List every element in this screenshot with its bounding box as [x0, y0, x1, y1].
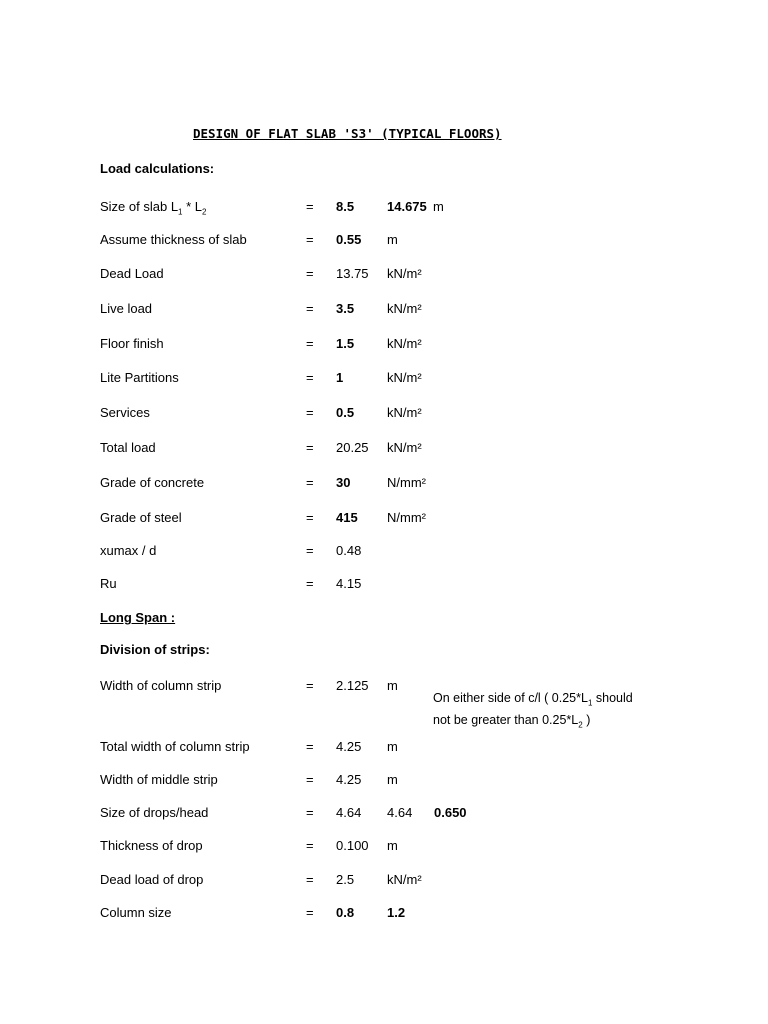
column-strip-note: [433, 690, 663, 733]
row-label: xumax / d: [100, 543, 157, 558]
unit: N/mm²: [387, 475, 426, 490]
row-label: Ru: [100, 576, 117, 591]
row-width-of-middle-strip: [0, 772, 768, 792]
equals-sign: =: [306, 872, 314, 887]
row-label: Dead load of drop: [100, 872, 204, 887]
value: 0.55: [336, 232, 362, 247]
unit: m: [387, 232, 398, 247]
value: 4.25: [336, 772, 362, 787]
equals-sign: =: [306, 576, 314, 591]
value: 0.100: [336, 838, 369, 853]
unit: m: [433, 199, 444, 214]
value: 4.25: [336, 739, 362, 754]
row-grade-of-concrete: [0, 475, 768, 495]
note-line-2: not be greater than $0.25*L_2$ ): [433, 712, 591, 729]
row-total-width-column-strip: [0, 739, 768, 759]
value: 20.25: [336, 440, 369, 455]
equals-sign: =: [306, 475, 314, 490]
unit: kN/m²: [387, 440, 422, 455]
value: 2.5: [336, 872, 355, 887]
row-label: Grade of concrete: [100, 475, 205, 490]
value: 13.75: [336, 266, 369, 281]
equals-sign: =: [306, 772, 314, 787]
value-2: 1.2: [387, 905, 406, 920]
row-label: Column size: [100, 905, 172, 920]
value: 4.15: [336, 576, 362, 591]
row-label: Total load: [100, 440, 156, 455]
row-label: Width of column strip: [100, 678, 222, 693]
equals-sign: =: [306, 678, 314, 693]
row-services: [0, 405, 768, 425]
unit: kN/m²: [387, 405, 422, 420]
row-live-load: [0, 301, 768, 321]
value: 415: [336, 510, 358, 525]
row-label: Width of middle strip: [100, 772, 218, 787]
unit: N/mm²: [387, 510, 426, 525]
row-lite-partitions: [0, 370, 768, 390]
unit: kN/m²: [387, 266, 422, 281]
row-label: Thickness of drop: [100, 838, 203, 853]
value: 3.5: [336, 301, 355, 316]
row-label: Live load: [100, 301, 153, 316]
value-l2: 14.675: [387, 199, 427, 214]
row-dead-load-of-drop: [0, 872, 768, 892]
equals-sign: =: [306, 336, 314, 351]
equals-sign: =: [306, 232, 314, 247]
row-floor-finish: [0, 336, 768, 356]
unit: kN/m²: [387, 336, 422, 351]
row-size-of-slab: [0, 199, 768, 219]
unit: kN/m²: [387, 872, 422, 887]
value: 1.5: [336, 336, 355, 351]
heading-load-calculations: Load calculations:: [100, 161, 215, 176]
unit: kN/m²: [387, 370, 422, 385]
row-total-load: [0, 440, 768, 460]
row-ru: [0, 576, 768, 596]
equals-sign: =: [306, 510, 314, 525]
row-label: Size of slab $L_1 * L_2$: [100, 199, 207, 217]
row-xumax-d: [0, 543, 768, 563]
row-label: Lite Partitions: [100, 370, 179, 385]
heading-division-of-strips: Division of strips:: [100, 642, 210, 657]
row-label: Dead Load: [100, 266, 164, 281]
row-label: Floor finish: [100, 336, 164, 351]
equals-sign: =: [306, 370, 314, 385]
value: 0.8: [336, 905, 355, 920]
value: 4.64: [336, 805, 362, 820]
unit: m: [387, 772, 398, 787]
unit: m: [387, 678, 398, 693]
value: 0.5: [336, 405, 355, 420]
note-line-1: On either side of c/l ( $0.25*L_1$ should: [433, 691, 633, 708]
unit: m: [387, 739, 398, 754]
equals-sign: =: [306, 543, 314, 558]
value: 0.48: [336, 543, 362, 558]
row-label: Size of drops/head: [100, 805, 209, 820]
row-thickness-of-slab: [0, 232, 768, 252]
unit: kN/m²: [387, 301, 422, 316]
value-l1: 8.5: [336, 199, 355, 214]
equals-sign: =: [306, 266, 314, 281]
row-label: Total width of column strip: [100, 739, 250, 754]
row-label: Grade of steel: [100, 510, 182, 525]
equals-sign: =: [306, 739, 314, 754]
equals-sign: =: [306, 301, 314, 316]
equals-sign: =: [306, 905, 314, 920]
equals-sign: =: [306, 440, 314, 455]
value: 1: [336, 370, 344, 385]
value-3: 0.650: [434, 805, 467, 820]
value: 2.125: [336, 678, 369, 693]
value-2: 4.64: [387, 805, 413, 820]
equals-sign: =: [306, 199, 314, 214]
equals-sign: =: [306, 405, 314, 420]
row-size-of-drops: [0, 805, 768, 825]
value: 30: [336, 475, 351, 490]
document-title: DESIGN OF FLAT SLAB 'S3' (TYPICAL FLOORS): [193, 126, 502, 141]
unit: m: [387, 838, 398, 853]
row-label: Services: [100, 405, 150, 420]
row-column-size: [0, 905, 768, 925]
row-grade-of-steel: [0, 510, 768, 530]
row-dead-load: [0, 266, 768, 286]
row-label: Assume thickness of slab: [100, 232, 247, 247]
heading-long-span: Long Span :: [100, 610, 176, 625]
equals-sign: =: [306, 805, 314, 820]
row-thickness-of-drop: [0, 838, 768, 858]
equals-sign: =: [306, 838, 314, 853]
